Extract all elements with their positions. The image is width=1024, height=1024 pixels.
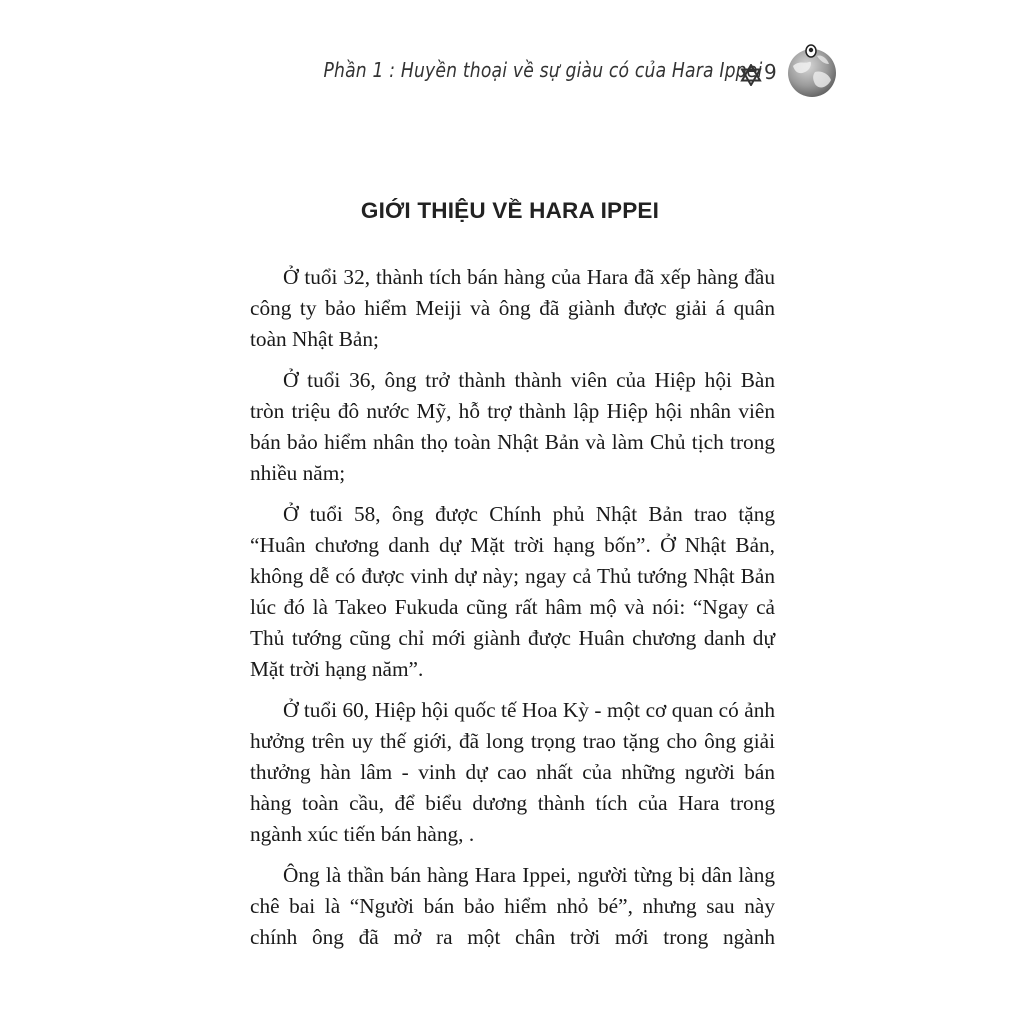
page-number: 9 xyxy=(764,60,777,84)
paragraph: Ở tuổi 36, ông trở thành thành viên của Hiệp hội Bàn tròn triệu đô nước Mỹ, hỗ trợ thành lập Hiệp hội nhân viên bán bảo hiểm nhân thọ toàn Nhật Bản và làm Chủ tịch trong nhiều năm; xyxy=(250,368,775,485)
paragraph: Ở tuổi 58, ông được Chính phủ Nhật Bản trao tặng “Huân chương danh dự Mặt trời hạng bốn”. Ở Nhật Bản, không dễ có được vinh dự này; ngay cả Thủ tướng Nhật Bản lúc đó là Takeo Fukuda cũng rất hâm mộ và nói: “Ngay cả Thủ tướng cũng chỉ mới giành được Huân chương danh dự Mặt trời hạng năm”. xyxy=(250,502,775,681)
paragraph: Ở tuổi 60, Hiệp hội quốc tế Hoa Kỳ - một cơ quan có ảnh hưởng trên uy thế giới, đã long trọng trao tặng cho ông giải thưởng hàn lâm - vinh dự cao nhất của những người bán hàng toàn cầu, để biểu dương thành tích của Hara trong ngành xúc tiến bán hàng, . xyxy=(250,698,775,846)
globe-icon xyxy=(785,42,839,98)
chapter-title: GIỚI THIỆU VỀ HARA IPPEI xyxy=(360,198,660,223)
star-of-david-icon xyxy=(740,64,762,86)
paragraph: Ở tuổi 32, thành tích bán hàng của Hara đã xếp hàng đầu công ty bảo hiểm Meiji và ông đã giành được giải á quân toàn Nhật Bản; xyxy=(250,265,775,351)
body-text xyxy=(250,262,775,963)
paragraph: Ông là thần bán hàng Hara Ippei, người từng bị dân làng chê bai là “Người bán bảo hiểm nhỏ bé”, nhưng sau này chính ông đã mở ra một chân trời mới trong ngành xyxy=(250,863,775,949)
running-header: Phần 1 : Huyền thoại về sự giàu có của Hara Ippei xyxy=(322,58,762,82)
